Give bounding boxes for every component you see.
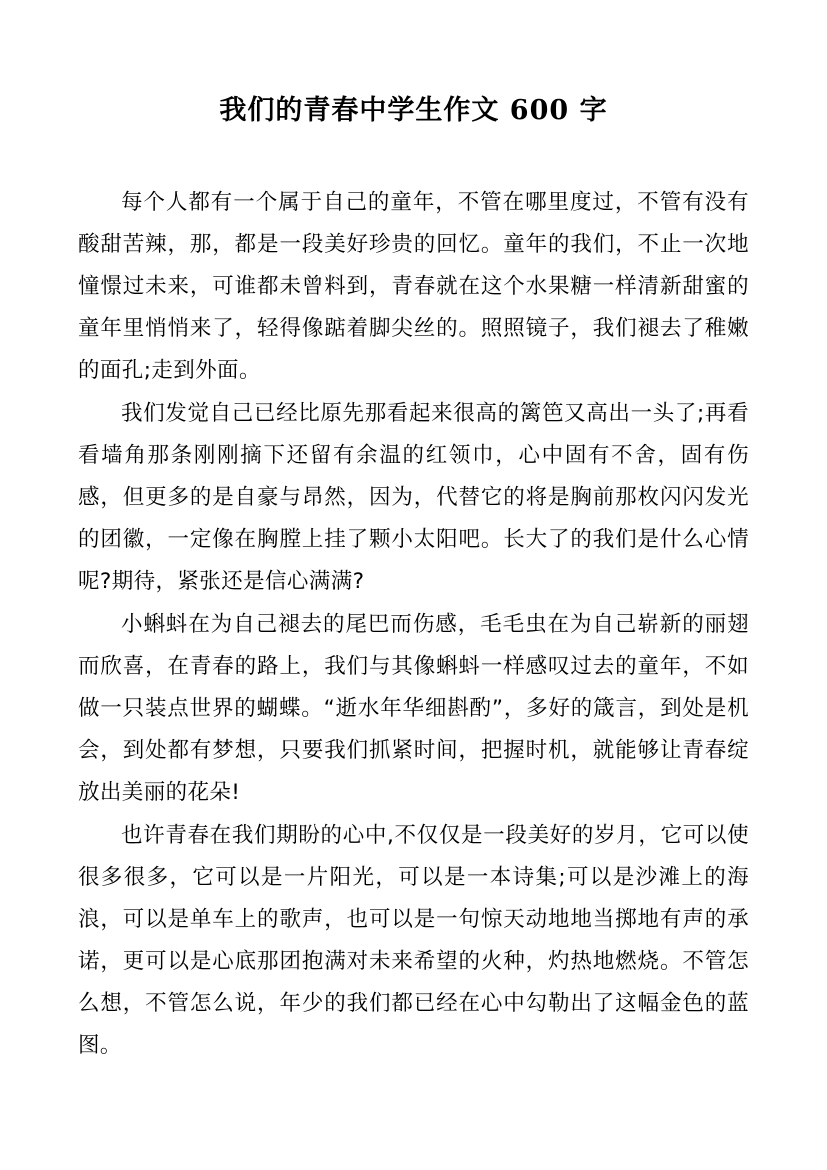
- paragraph: 小蝌蚪在为自己褪去的尾巴而伤感，毛毛虫在为自己崭新的丽翅而欣喜，在青春的路上，我们与其像蝌蚪一样感叹过去的童年，不如做一只装点世界的蝴蝶。“逝水年华细斟酌”，多好的箴言，到处是机会，到处都有梦想，只要我们抓紧时间，把握时机，就能够让青春绽放出美丽的花朵!: [78, 611, 749, 805]
- paragraph: 我们发觉自己已经比原先那看起来很高的篱笆又高出一头了;再看看墙角那条刚刚摘下还留有余温的红领巾，心中固有不舍，固有伤感，但更多的是自豪与昂然，因为，代替它的将是胸前那枚闪闪发光的团徽，一定像在胸膛上挂了颗小太阳吧。长大了的我们是什么心情呢?期待，紧张还是信心满满?: [78, 400, 749, 594]
- page-title: 我们的青春中学生作文 600 字: [219, 95, 608, 126]
- paragraph: 也许青春在我们期盼的心中,不仅仅是一段美好的岁月，它可以使很多很多，它可以是一片阳光，可以是一本诗集;可以是沙滩上的海浪，可以是单车上的歌声，也可以是一句惊天动地地当掷地有声的承诺，更可以是心底那团抱满对未来希望的火种，灼热地燃烧。不管怎么想，不管怎么说，年少的我们都已经在心中勾勒出了这幅金色的蓝图。: [78, 822, 749, 1058]
- paragraph: 每个人都有一个属于自己的童年，不管在哪里度过，不管有没有酸甜苦辣，那，都是一段美好珍贵的回忆。童年的我们，不止一次地憧憬过未来，可谁都未曾料到，青春就在这个水果糖一样清新甜蜜的童年里悄悄来了，轻得像踮着脚尖丝的。照照镜子，我们褪去了稚嫩的面孔;走到外面。: [78, 189, 749, 383]
- document-body: [78, 182, 749, 1067]
